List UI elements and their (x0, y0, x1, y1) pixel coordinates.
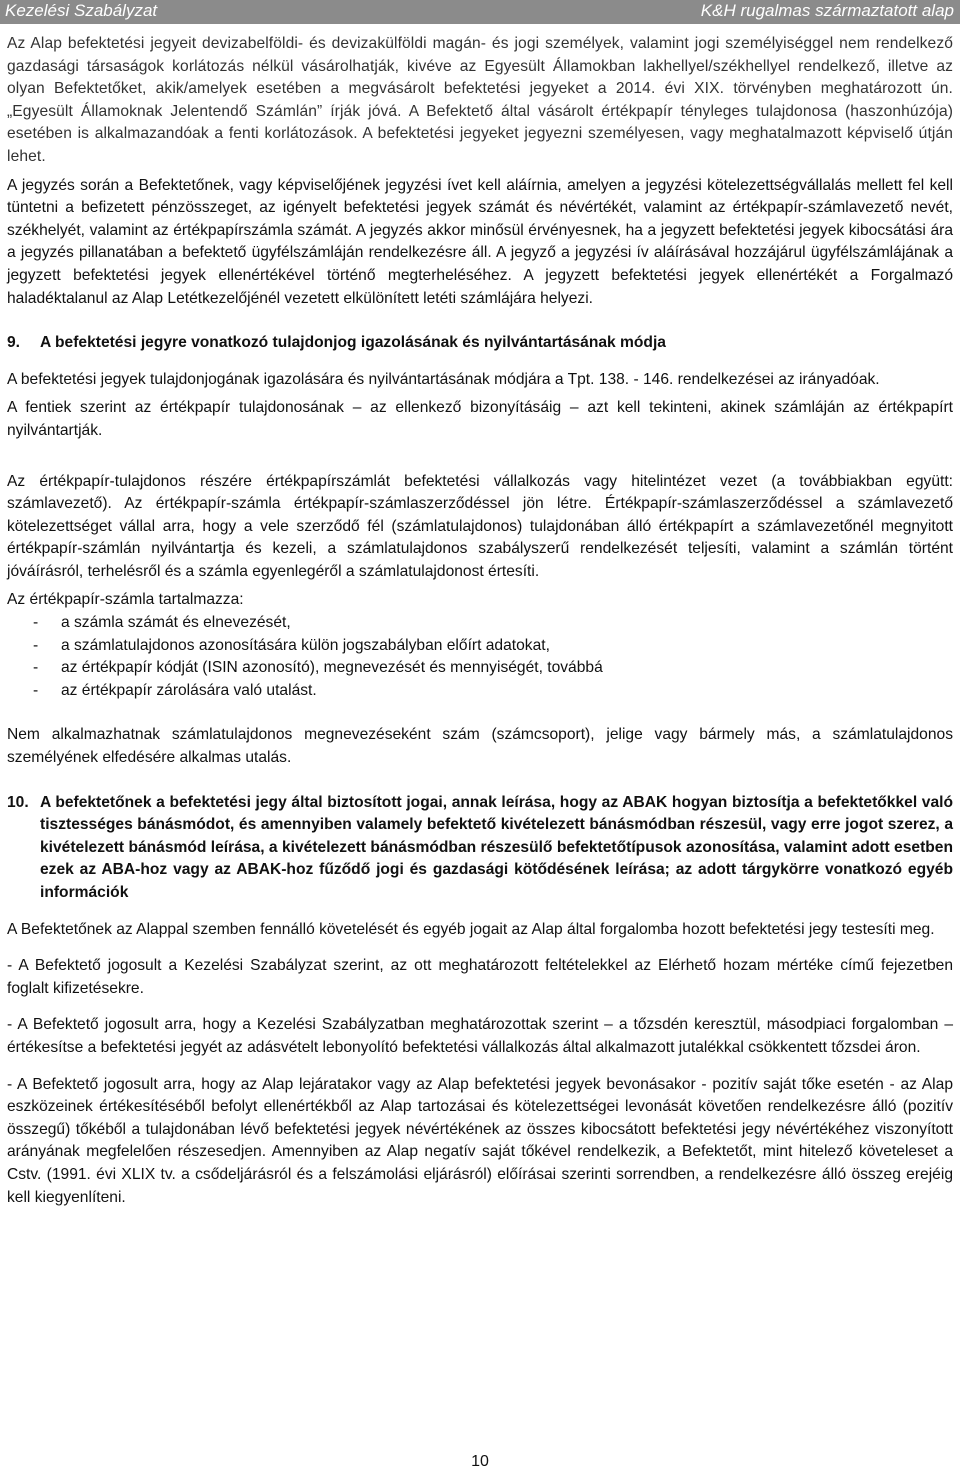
list-item: - a számlatulajdonos azonosítására külön jogszabályban előírt adatokat, (33, 636, 550, 654)
section-9-title: A befektetési jegyre vonatkozó tulajdonjog igazolásának és nyilvántartásának módja (40, 334, 666, 352)
section-10-title: A befektetőnek a befektetési jegy által biztosított jogai, annak leírása, hogy az ABAK hogyan biztosítja a befektetőkkel való tisztességes bánásmódot, és amennyiben valamely befektető kivételezett bánásmódban részesül, vagy erre jogot szerez, a kivételezett bánásmód leírása, a kivételezett bánásmódban részesülő befektetőtípusok azonosítása, valamint adott esetben ezek az ABA-hoz vagy az ABAK-hoz fűződő jogi és gazdasági kötődésének leírása; az adott tárgykörre vonatkozó egyéb információk (40, 793, 953, 901)
section-10-number: 10. (7, 793, 29, 811)
header-fund-name: K&H rugalmas származtatott alap (700, 1, 954, 20)
page-number: 10 (471, 1453, 489, 1470)
paragraph-eligibility (7, 33, 953, 169)
list-item: - a számla számát és elnevezését, (33, 614, 291, 632)
paragraph-right-secondary-market: - A Befektető jogosult arra, hogy a Kezelési Szabályzatban meghatározottak szerint – a tőzsdén keresztül, másodpiaci forgalomban – értékesítse a befektetési jegyét az adásvételt lebonyolító befektetési vállalkozás által alkalmazott jutalékkal csökkentett tőzsdei áron. (7, 1016, 953, 1056)
section-9-number: 9. (7, 334, 21, 352)
paragraph-account-contents-intro: Az értékpapír-számla tartalmazza: (7, 591, 244, 609)
paragraph-right-liquidation: - A Befektető jogosult arra, hogy az Alap lejáratakor vagy az Alap befektetési jegyek bevonásakor - pozitív saját tőke esetén - az Alap eszközeinek értékesítéséből befolyt ellenértékből az Alap tartozásai és kötelezettségei levonását követően rendelkezésre álló (pozitív összegű) tőkéből a tulajdonában lévő befektetési jegyek névértékének az összes kibocsátott befektetési jegy névértékéhez viszonyított arányának megfelelően részesedjen. Amennyiben az Alap negatív saját tőkével rendelkezik, a Befektetőt, mint hitelező követeleset a Cstv. (1991. évi XLIX tv. a csődeljárásról és a felszámolási eljárásról) előírásai szerinti sorrendben, a rendelkezésre álló összeg erejéig kell kiegyenlíteni. (7, 1075, 953, 1206)
paragraph-ownership-holder: A fentiek szerint az értékpapír tulajdonosának – az ellenkező bizonyításáig – azt kell tekinteni, akinek számláján az értékpapírt nyilvántartják. (7, 399, 953, 439)
paragraph-investor-claims: A Befektetőnek az Alappal szemben fennálló követelését és egyéb jogait az Alap által forgalomba hozott befektetési jegy testesíti meg. (7, 920, 935, 938)
paragraph-eligibility-b: A Befektető által vásárolt értékpapír tényleges tulajdonosa (haszonhúzója) esetében is alkalmazandóak a fenti korlátozások. A befektetési jegyeket jegyezni személyesen, vagy meghatalmazott képviselő útján lehet. (7, 102, 954, 165)
paragraph-right-payments: - A Befektető jogosult a Kezelési Szabályzat szerint, az ott meghatározott feltételekkel az Elérhető hozam mértéke című fejezetben foglalt kifizetésekre. (7, 957, 953, 997)
paragraph-ownership-proof: A befektetési jegyek tulajdonjogának igazolására és nyilvántartásának módjára a Tpt. 138. - 146. rendelkezései az irányadóak. (7, 370, 880, 388)
section-10-heading (7, 792, 953, 905)
paragraph-account-naming: Nem alkalmazhatnak számlatulajdonos megnevezéseként szám (számcsoport), jelige vagy bármely más, a számlatulajdonos személyének elfedésére alkalmas utalás. (7, 726, 953, 767)
paragraph-eligibility-a: Az Alap befektetési jegyeit devizabelföldi- és devizakülföldi magán- és jogi személyek, valamint jogi személyiséggel nem rendelkező gazdasági társaságok korlátozás nélkül vásárolhatják, kivéve az Egyesült Államokban lakhellyel/székhellyel rendelkező, illetve az olyan Befektetőket, akik/amelyek esetében a megvásárolt befektetési jegyeket a 2014. évi XIX. törvényben meghatározott ún. „Egyesült Államoknak Jelentendő Számlán” írják jóvá. (7, 35, 953, 120)
paragraph-subscription: A jegyzés során a Befektetőnek, vagy képviselőjének jegyzési ívet kell aláírnia, amelyen a jegyzési kötelezettségvállalás mellett fel kell tüntetni a befizetett pénzösszeget, az igényelt befektetési jegyek számát és névértékét, valamint az értékpapír-számlavezető nevét, székhelyét, valamint az értékpapírszámla számát. A jegyzés akkor minősül érvényesnek, ha a jegyzett befektetési jegyek kibocsátási ára a jegyzés pillanatában a befektető ügyfélszámláján rendelkezésre áll. A jegyző a jegyzési ív aláírásával hozzájárul ügyfélszámlájának a jegyzett befektetési jegyek ellenértékével történő megterheléséhez. A jegyzett befektetési jegyek ellenértékét a Forgalmazó haladéktalanul az Alap Letétkezelőjénél vezetett elkülönített letéti számlájára helyezi. (7, 176, 953, 307)
document-body (7, 33, 953, 1209)
account-contents-list (7, 612, 953, 702)
page-header (0, 0, 960, 24)
header-document-title: Kezelési Szabályzat (5, 1, 158, 20)
list-item: - az értékpapír zárolására való utalást. (33, 681, 317, 699)
paragraph-securities-account: Az értékpapír-tulajdonos részére értékpapírszámlát befektetési vállalkozás vagy hitelintézet vezet (a továbbiakban együtt: számlavezető). Az értékpapír-számla értékpapír-számlaszerződéssel jön létre. Értékpapír-számlaszerződéssel a számlavezető kötelezettséget vállal arra, hogy a vele szerződő fél (számlatulajdonos) tulajdonában álló értékpapírt a számlavezetőnél megnyitott értékpapír-számlán nyilvántartja és kezeli, a számlatulajdonos szabályszerű rendelkezését teljesíti, valamint a számlán történt jóváírásról, terhelésről és a számla egyenlegéről a számlatulajdonost értesíti. (7, 472, 953, 580)
section-9-heading (7, 332, 953, 355)
list-item: - az értékpapír kódját (ISIN azonosító), megnevezését és mennyiségét, továbbá (33, 659, 603, 677)
